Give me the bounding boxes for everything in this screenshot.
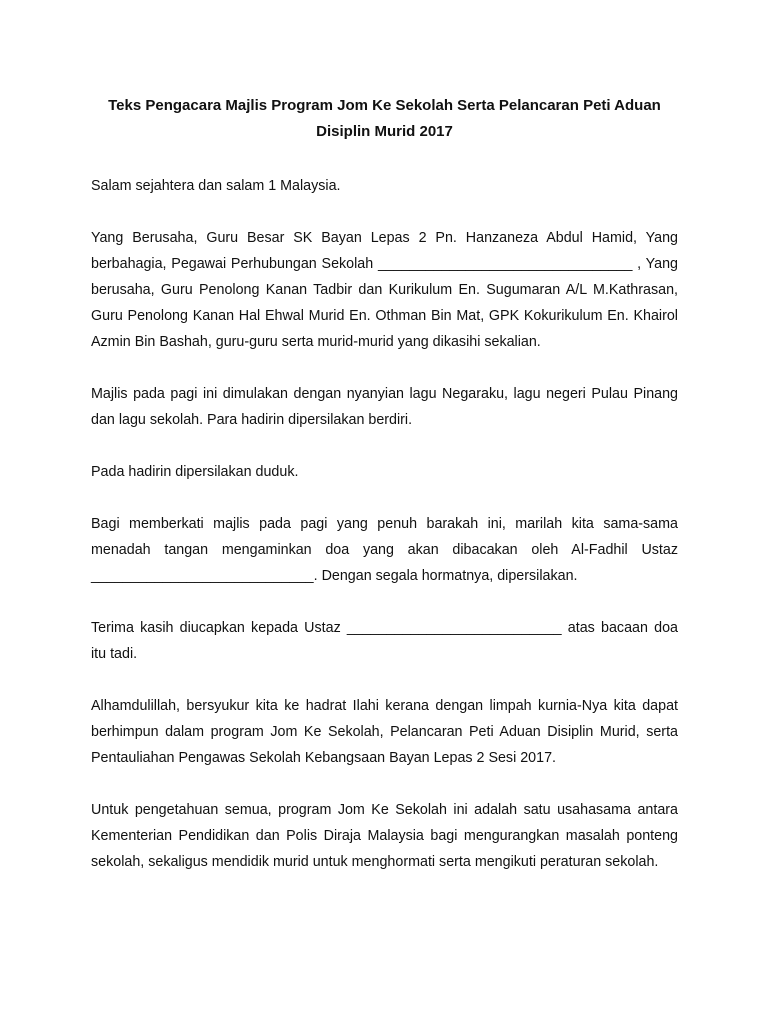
paragraph-salutation: Yang Berusaha, Guru Besar SK Bayan Lepas 2 Pn. Hanzaneza Abdul Hamid, Yang berbahagia, Pegawai Perhubungan Sekolah ________________________________ , Yang berusaha, Guru Penolong Kanan Tadbir dan Kurikulum En. Sugumaran A/L M.Kathrasan, Guru Penolong Kanan Hal Ehwal Murid En. Othman Bin Mat, GPK Kokurikulum En. Khairol Azmin Bin Bashah, guru-guru serta murid-murid yang dikasihi sekalian. <box>91 230 678 350</box>
paragraph-anthems: Majlis pada pagi ini dimulakan dengan nyanyian lagu Negaraku, lagu negeri Pulau Pinang dan lagu sekolah. Para hadirin dipersilakan berdiri. <box>91 386 678 428</box>
title-line-1: Teks Pengacara Majlis Program Jom Ke Sekolah Serta Pelancaran Peti Aduan <box>108 97 661 114</box>
document-title <box>81 93 688 145</box>
paragraph-greeting: Salam sejahtera dan salam 1 Malaysia. <box>91 178 341 194</box>
paragraph-thanks: Terima kasih diucapkan kepada Ustaz ___________________________ atas bacaan doa itu tadi. <box>91 620 678 662</box>
paragraph-seated: Pada hadirin dipersilakan duduk. <box>91 464 299 480</box>
paragraph-gratitude: Alhamdulillah, bersyukur kita ke hadrat Ilahi kerana dengan limpah kurnia-Nya kita dapat berhimpun dalam program Jom Ke Sekolah, Pelancaran Peti Aduan Disiplin Murid, serta Pentauliahan Pengawas Sekolah Kebangsaan Bayan Lepas 2 Sesi 2017. <box>91 698 678 766</box>
paragraph-prayer: Bagi memberkati majlis pada pagi yang penuh barakah ini, marilah kita sama-sama menadah tangan mengaminkan doa yang akan dibacakan oleh Al-Fadhil Ustaz ____________________________. Dengan segala hormatnya, dipersilakan. <box>91 516 678 584</box>
title-line-2: Disiplin Murid 2017 <box>316 123 453 140</box>
paragraph-program-info: Untuk pengetahuan semua, program Jom Ke Sekolah ini adalah satu usahasama antara Kementerian Pendidikan dan Polis Diraja Malaysia bagi mengurangkan masalah ponteng sekolah, sekaligus mendidik murid untuk menghormati serta mengikuti peraturan sekolah. <box>91 802 678 870</box>
document-body <box>91 93 678 875</box>
